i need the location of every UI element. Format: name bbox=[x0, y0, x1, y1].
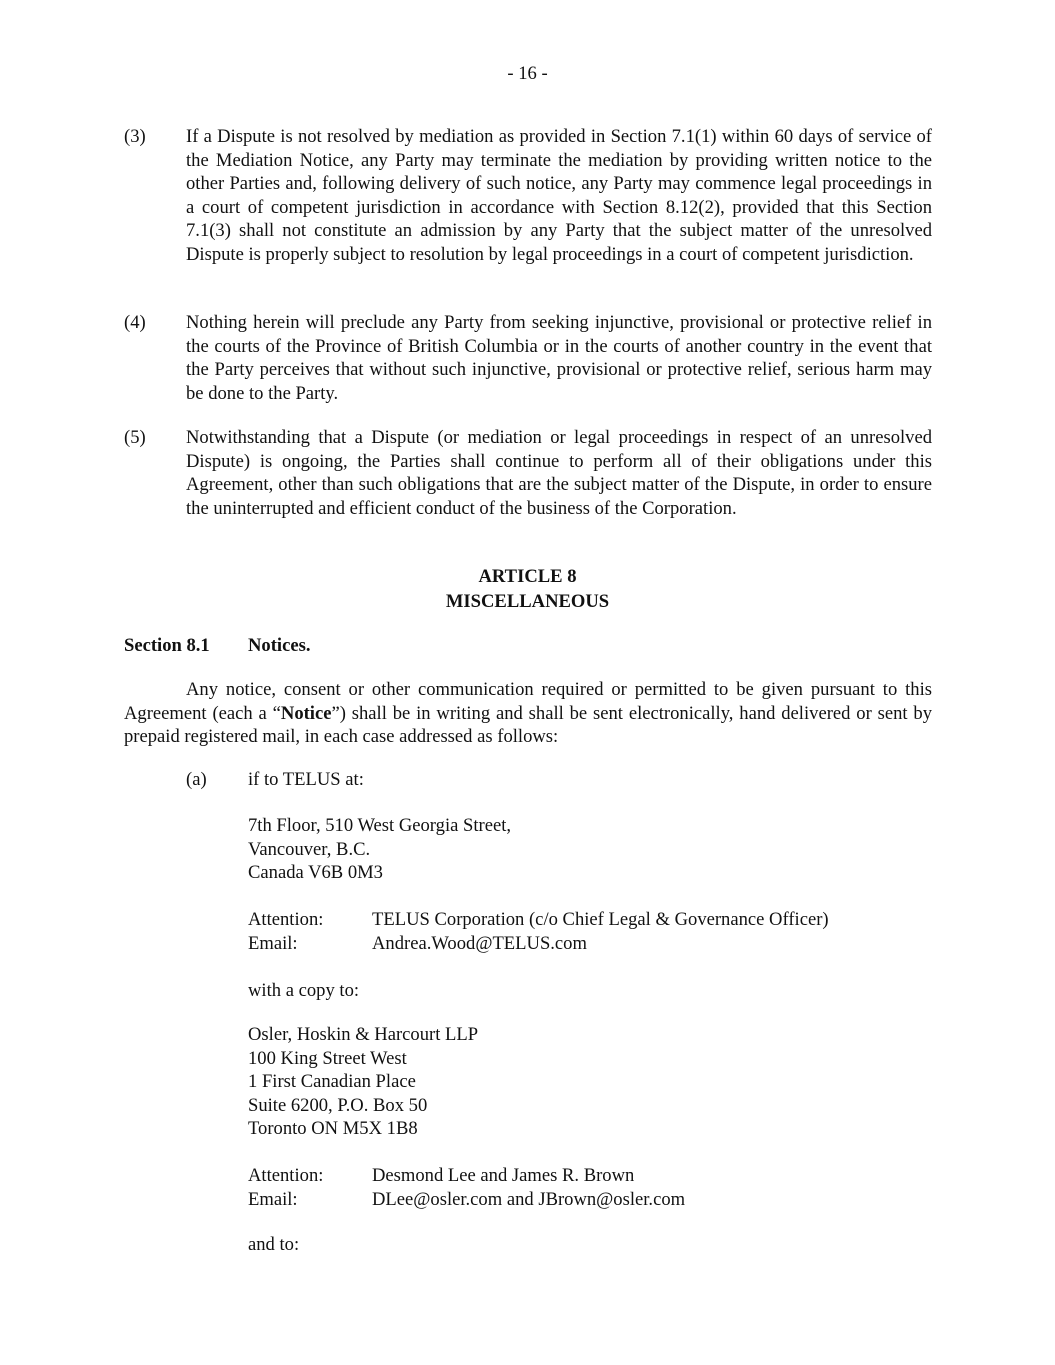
email-label: Email: bbox=[248, 932, 298, 954]
section-title: Notices. bbox=[248, 635, 311, 656]
address-line: 7th Floor, 510 West Georgia Street, bbox=[248, 815, 512, 836]
section-heading bbox=[124, 634, 310, 658]
item-number: (a) bbox=[186, 769, 207, 790]
clause-number: (3) bbox=[124, 126, 146, 147]
notice-defined-term: Notice bbox=[280, 702, 332, 724]
article-title: MISCELLANEOUS bbox=[445, 591, 610, 612]
intro-text-after: ”) shall be in writing and shall be sent electronically, hand delivered or sent by prepaid registered mail, in each case addressed as follows: bbox=[124, 702, 932, 748]
clause-text: Nothing herein will preclude any Party from seeking injunctive, provisional or protective relief in the courts of the Province of British Columbia or in the courts of another country in the event that the Party perceives that without such injunctive, provisional or protective relief, serious harm may be done to the Party. bbox=[186, 312, 932, 404]
clause-5 bbox=[124, 426, 932, 520]
clause-text: If a Dispute is not resolved by mediation as provided in Section 7.1(1) within 60 days of service of the Mediation Notice, any Party may terminate the mediation by providing written notice to the other Parties and, following delivery of such notice, any Party may commence legal proceedings in a court of competent jurisdiction in accordance with Section 8.12(2), provided that this Section 7.1(3) shall not constitute an admission by any Party that the subject matter of the unresolved Dispute is properly subject to resolution by legal proceedings in a court of competent jurisdiction. bbox=[186, 126, 932, 265]
address-line: Canada V6B 0M3 bbox=[248, 862, 383, 884]
email-row bbox=[248, 1188, 685, 1212]
clause-text: Notwithstanding that a Dispute (or mediation or legal proceedings in respect of an unresolved Dispute) is ongoing, the Parties shall continue to perform all of their obligations under this Agreement, other than such obligations that are the subject matter of the Dispute, in order to ensure the uninterrupted and efficient conduct of the business of the Corporation. bbox=[186, 427, 932, 519]
copy-to-label: with a copy to: bbox=[248, 980, 360, 1001]
clause-number: (4) bbox=[124, 312, 146, 333]
clause-3 bbox=[124, 125, 932, 267]
address-line: 1 First Canadian Place bbox=[248, 1071, 416, 1093]
attention-label: Attention: bbox=[248, 1165, 324, 1186]
address-line: 100 King Street West bbox=[248, 1047, 407, 1069]
article-number: ARTICLE 8 bbox=[478, 566, 577, 587]
email-label: Email: bbox=[248, 1188, 298, 1210]
intro-text-before: Any notice, consent or other communication required or permitted to be given pursuant to this Agreement (each a “ bbox=[124, 679, 932, 724]
email-row bbox=[248, 932, 829, 956]
address-line: Osler, Hoskin & Harcourt LLP bbox=[248, 1024, 479, 1045]
address-line: Suite 6200, P.O. Box 50 bbox=[248, 1094, 428, 1116]
email-value: Andrea.Wood@TELUS.com bbox=[372, 932, 587, 954]
telus-address bbox=[248, 814, 511, 885]
and-to-label: and to: bbox=[248, 1234, 300, 1255]
email-value: DLee@osler.com and JBrown@osler.com bbox=[372, 1188, 686, 1210]
attention-row bbox=[248, 1164, 685, 1188]
section-number: Section 8.1 bbox=[124, 635, 210, 656]
attention-value: Desmond Lee and James R. Brown bbox=[372, 1165, 635, 1186]
clause-number: (5) bbox=[124, 427, 146, 448]
item-text: if to TELUS at: bbox=[248, 769, 364, 790]
address-line: Vancouver, B.C. bbox=[248, 838, 371, 860]
attention-row bbox=[248, 908, 829, 932]
notice-intro-paragraph bbox=[124, 678, 932, 749]
osler-address bbox=[248, 1023, 478, 1141]
telus-contact bbox=[248, 908, 829, 955]
attention-label: Attention: bbox=[248, 909, 324, 930]
address-line: Toronto ON M5X 1B8 bbox=[248, 1118, 418, 1140]
page-number: - 16 - bbox=[507, 63, 548, 84]
item-a bbox=[186, 768, 364, 792]
attention-value: TELUS Corporation (c/o Chief Legal & Governance Officer) bbox=[372, 909, 829, 930]
clause-4 bbox=[124, 311, 932, 405]
osler-contact bbox=[248, 1164, 685, 1211]
